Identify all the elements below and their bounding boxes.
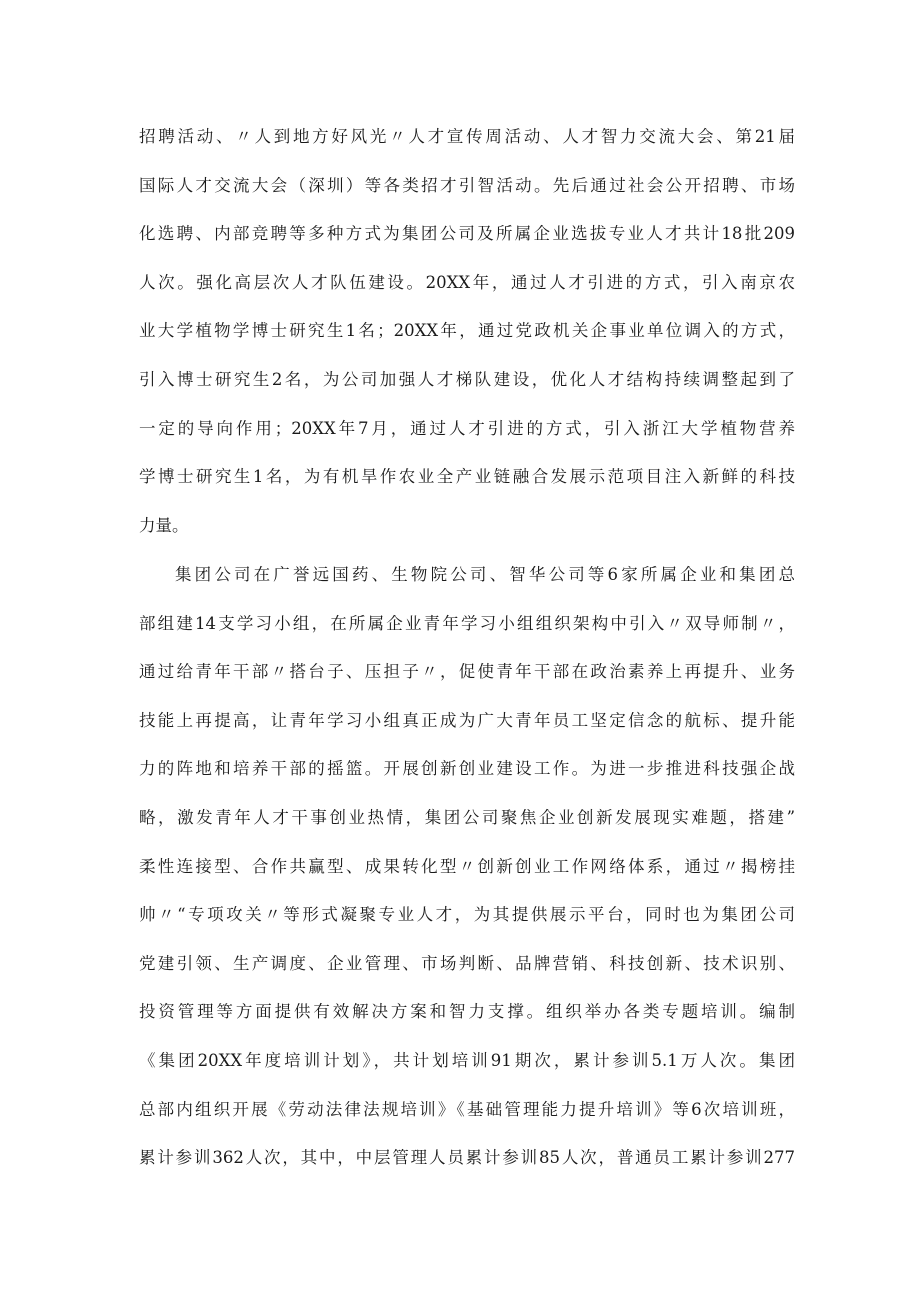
paragraph-1-line: 力量。 [139, 515, 189, 535]
paragraph-1-line: 人次。强化高层次人才队伍建设。20XX年，通过人才引进的方式，引入南京农 [139, 272, 795, 292]
paragraph-2-line: 技能上再提高，让青年学习小组真正成为广大青年员工坚定信念的航标、提升能 [139, 710, 795, 730]
paragraph-2-line: 通过给青年干部〃搭台子、压担子〃，促使青年干部在政治素养上再提升、业务 [139, 662, 795, 682]
paragraph-2-line: 集团公司在广誉远国药、生物院公司、智华公司等6家所属企业和集团总 [175, 565, 795, 584]
paragraph-2-line: 帅〃“专项攻关〃等形式凝聚专业人才，为其提供展示平台，同时也为集团公司 [139, 905, 795, 925]
paragraph-2-line: 《集团20XX年度培训计划》，共计划培训91期次，累计参训5.1万人次。集团 [139, 1050, 795, 1070]
paragraph-1-line: 一定的导向作用；20XX年7月，通过人才引进的方式，引入浙江大学植物营养 [139, 418, 795, 438]
paragraph-1-line: 引入博士研究生2名，为公司加强人才梯队建设，优化人才结构持续调整起到了 [139, 369, 795, 389]
paragraph-1-line: 招聘活动、〃人到地方好风光〃人才宣传周活动、人才智力交流大会、第21届 [139, 127, 795, 146]
paragraph-2-line: 力的阵地和培养干部的摇篮。开展创新创业建设工作。为进一步推进科技强企战 [139, 759, 795, 779]
paragraph-2-line: 累计参训362人次，其中，中层管理人员累计参训85人次，普通员工累计参训277 [139, 1148, 795, 1168]
paragraph-2-line: 略，激发青年人才干事创业热情，集团公司聚焦企业创新发展现实难题，搭建” [139, 807, 795, 827]
paragraph-2-line: 柔性连接型、合作共赢型、成果转化型〃创新创业工作网络体系，通过〃揭榜挂 [139, 856, 795, 876]
paragraph-2-line: 投资管理等方面提供有效解决方案和智力支撑。组织举办各类专题培训。编制 [139, 1002, 795, 1022]
paragraph-1-line: 化选聘、内部竞聘等多种方式为集团公司及所属企业选拔专业人才共计18批209 [139, 224, 795, 244]
paragraph-2 [139, 551, 795, 1183]
paragraph-2-line: 党建引领、生产调度、企业管理、市场判断、品牌营销、科技创新、技术识别、 [139, 953, 795, 973]
paragraph-1-line: 国际人才交流大会（深圳）等各类招才引智活动。先后通过社会公开招聘、市场 [139, 175, 795, 195]
paragraph-2-line: 部组建14支学习小组，在所属企业青年学习小组组织架构中引入〃双导师制〃， [139, 613, 795, 633]
paragraph-1 [139, 113, 795, 550]
paragraph-1-line: 学博士研究生1名，为有机旱作农业全产业链融合发展示范项目注入新鲜的科技 [139, 467, 795, 487]
paragraph-2-line: 总部内组织开展《劳动法律法规培训》《基础管理能力提升培训》等6次培训班， [139, 1099, 795, 1119]
paragraph-1-line: 业大学植物学博士研究生1名；20XX年，通过党政机关企事业单位调入的方式， [139, 321, 795, 341]
